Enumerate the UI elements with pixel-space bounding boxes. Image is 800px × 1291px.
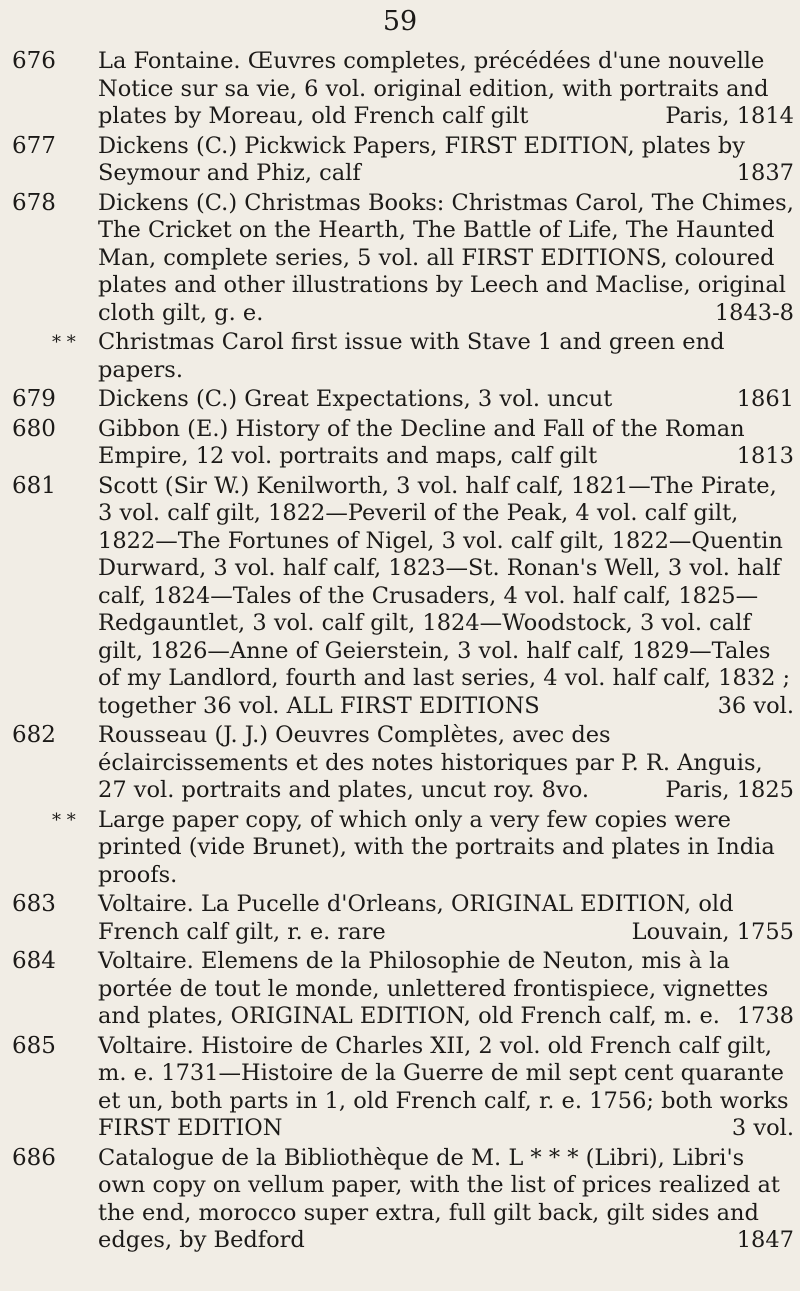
lot-number: 680 (12, 415, 56, 442)
entry-date: 1837 (736, 160, 794, 186)
entry-description: Kenilworth, 3 vol. half calf, 1821—The Pirate, 3 vol. calf gilt, 1822—Peveril of the Peak, 4 vol. calf gilt, 1822—The Fortunes of Nigel, 3 vol. calf gilt, 1822—Quentin Durward, 3 vol. half calf, 1823—St. Ronan's Well, 3 vol. half calf, 1824—Tales of the Crusaders, 4 vol. half calf, 1825—Redgauntlet, 3 vol. calf gilt, 1824—Woodstock, 3 vol. calf gilt, 1826—Anne of Geierstein, 3 vol. half calf, 1829—Tales of my Landlord, fourth and last series, 4 vol. half calf, 1832 ; together 36 vol. ALL FIRST EDITIONS (98, 472, 791, 719)
entry-description: Great Expectations, 3 vol. uncut (244, 386, 613, 412)
entry-date: 1813 (736, 443, 794, 469)
note-text: Large paper copy, of which only a very few copies were printed (vide Brunet), with the portraits and plates in India proofs. (98, 806, 775, 888)
lot-number: 678 (12, 189, 56, 216)
note-text: Christmas Carol first issue with Stave 1 and green end papers. (98, 329, 725, 383)
entry-680 (12, 416, 794, 471)
entry-description: History of the Decline and Fall of the Roman Empire, 12 vol. portraits and maps, calf gilt (98, 415, 745, 469)
note-mark: * * (52, 332, 76, 353)
lot-number: 686 (12, 1144, 56, 1171)
entry-685 (12, 1033, 794, 1143)
entry-author: Voltaire. (98, 948, 194, 974)
entry-author: Voltaire. (98, 1032, 194, 1059)
lot-number: 681 (12, 472, 56, 499)
lot-number: 676 (12, 48, 56, 74)
note-682 (12, 807, 794, 890)
entry-author: Voltaire. (98, 891, 194, 917)
entry-description: Histoire de Charles XII, 2 vol. old French calf gilt, m. e. 1731—Histoire de la Guerre de mil sept cent quarante et un, both parts in 1, old French calf, r. e. 1756; both works FIRST EDITION (98, 1032, 789, 1141)
entry-date: Paris, 1825 (665, 777, 794, 803)
entry-description: Pickwick Papers, FIRST EDITION, plates by Seymour and Phiz, calf (98, 132, 745, 186)
entry-author: La Fontaine. (98, 48, 241, 74)
entry-686 (12, 1145, 794, 1255)
entry-author: Catalogue de la Bibliothèque de M. L * * * (Libri), (98, 1144, 665, 1171)
entry-author: Dickens (C.) (98, 189, 238, 216)
entry-description: Libri's own copy on vellum paper, with the list of prices realized at the end, morocco super extra, full gilt back, gilt sides and edges, by Bedford (98, 1144, 780, 1253)
note-678 (12, 329, 794, 384)
entry-author: Gibbon (E.) (98, 415, 229, 442)
entry-date: Louvain, 1755 (631, 918, 794, 945)
entry-date: 1847 (736, 1227, 794, 1253)
entry-description: Oeuvres Complètes, avec des éclaircissements et des notes historiques par P. R. Anguis, 27 vol. portraits and plates, uncut roy. 8vo. (98, 722, 763, 803)
entry-677 (12, 133, 794, 188)
lot-number: 683 (12, 891, 56, 917)
entry-date: 36 vol. (717, 692, 794, 719)
entry-date: 1738 (736, 1003, 794, 1029)
lot-number: 684 (12, 948, 56, 974)
entry-date: Paris, 1814 (665, 103, 794, 129)
note-mark: * * (52, 809, 76, 831)
entry-author: Dickens (C.) (98, 132, 238, 159)
entry-date: 3 vol. (731, 1115, 794, 1141)
lot-number: 682 (12, 722, 56, 748)
lot-number: 685 (12, 1032, 56, 1059)
entry-682 (12, 722, 794, 805)
lot-number: 677 (12, 132, 56, 159)
entry-681 (12, 473, 794, 721)
entry-author: Scott (Sir W.) (98, 472, 250, 499)
entry-description: Elemens de la Philosophie de Neuton, mis à la portée de tout le monde, unlettered frontispiece, vignettes and plates, ORIGINAL EDITION, old French calf, m. e. (98, 948, 769, 1029)
entry-author: Dickens (C.) (98, 386, 238, 412)
entry-679 (12, 386, 794, 414)
lot-number: 679 (12, 386, 56, 412)
entry-date: 1843-8 (714, 299, 794, 326)
entry-678 (12, 190, 794, 328)
page-number: 59 (382, 6, 418, 37)
entry-description: Christmas Books: Christmas Carol, The Chimes, The Cricket on the Hearth, The Battle of Life, The Haunted Man, complete series, 5 vol. all FIRST EDITIONS, coloured plates and other illustrations by Leech and Maclise, original cloth gilt, g. e. (98, 189, 794, 326)
entry-description: La Pucelle d'Orleans, ORIGINAL EDITION, old French calf gilt, r. e. rare (98, 891, 734, 945)
entry-description: Œuvres completes, précédées d'une nouvelle Notice sur sa vie, 6 vol. original edition, with portraits and plates by Moreau, old French calf gilt (98, 48, 769, 129)
entry-676 (12, 48, 794, 131)
entry-684 (12, 948, 794, 1031)
entry-date: 1861 (736, 386, 794, 412)
entry-683 (12, 891, 794, 946)
entry-author: Rousseau (J. J.) (98, 722, 269, 748)
entry-list (12, 48, 794, 1257)
